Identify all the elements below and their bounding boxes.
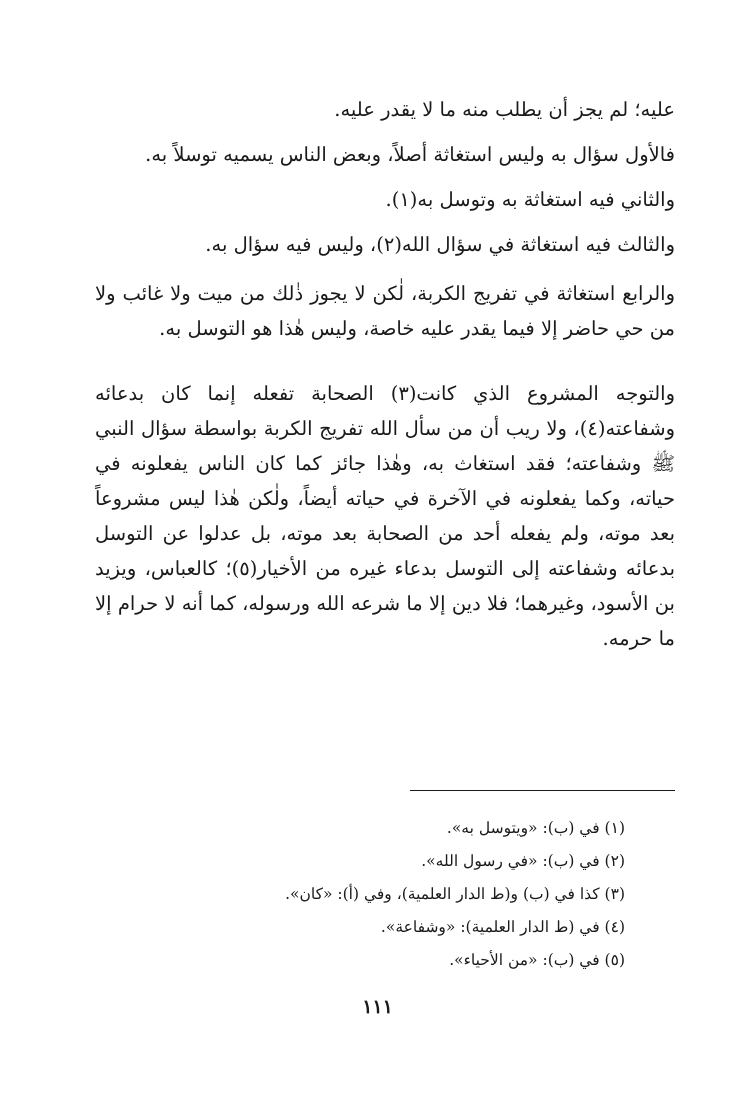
paragraph-4: والثالث فيه استغاثة في سؤال الله(٢)، وليس فيه سؤال به. [205,233,675,256]
paragraph-1: عليه؛ لم يجز أن يطلب منه ما لا يقدر عليه. [334,98,675,121]
footnote-divider [410,790,675,791]
footnote-1: (١) في (ب): «ويتوسل به». [446,819,625,837]
footnote-5: (٥) في (ب): «من الأحياء». [449,951,625,969]
main-text [95,92,675,670]
paragraph-5: والرابع استغاثة في تفريج الكربة، لٰكن لا يجوز ذٰلك من ميت ولا غائب ولا من حي حاضر إلا فيما يقدر عليه خاصة، وليس هٰذا هو التوسل به. [95,282,675,340]
footnote-3: (٣) كذا في (ب) و(ط الدار العلمية)، وفي (أ): «كان». [285,885,625,903]
paragraph-3: والثاني فيه استغاثة به وتوسل به(١). [385,188,675,211]
paragraph-2: فالأول سؤال به وليس استغاثة أصلاً، وبعض الناس يسميه توسلاً به. [145,143,675,166]
page-number: ١١١ [362,996,393,1018]
footnote-4: (٤) في (ط الدار العلمية): «وشفاعة». [380,918,625,936]
footnotes-list [100,812,625,977]
paragraph-6: والتوجه المشروع الذي كانت(٣) الصحابة تفعله إنما كان بدعائه وشفاعته(٤)، ولا ريب أن من سأل الله تفريج الكربة بواسطة سؤال النبي ﷺ وشفاعته؛ فقد استغاث به، وهٰذا جائز كما كان الناس يفعلونه في حياته، وكما يفعلونه في الآخرة في حياته أيضاً، ولٰكن هٰذا ليس مشروعاً بعد موته، ولم يفعله أحد من الصحابة بعد موته، بل عدلوا عن التوسل بدعائه وشفاعته إلى التوسل بدعاء غيره من الأخيار(٥)؛ كالعباس، ويزيد بن الأسود، وغيرهما؛ فلا دين إلا ما شرعه الله ورسوله، كما أنه لا حرام إلا ما حرمه. [95,382,675,650]
footnote-2: (٢) في (ب): «في رسول الله». [421,852,625,870]
